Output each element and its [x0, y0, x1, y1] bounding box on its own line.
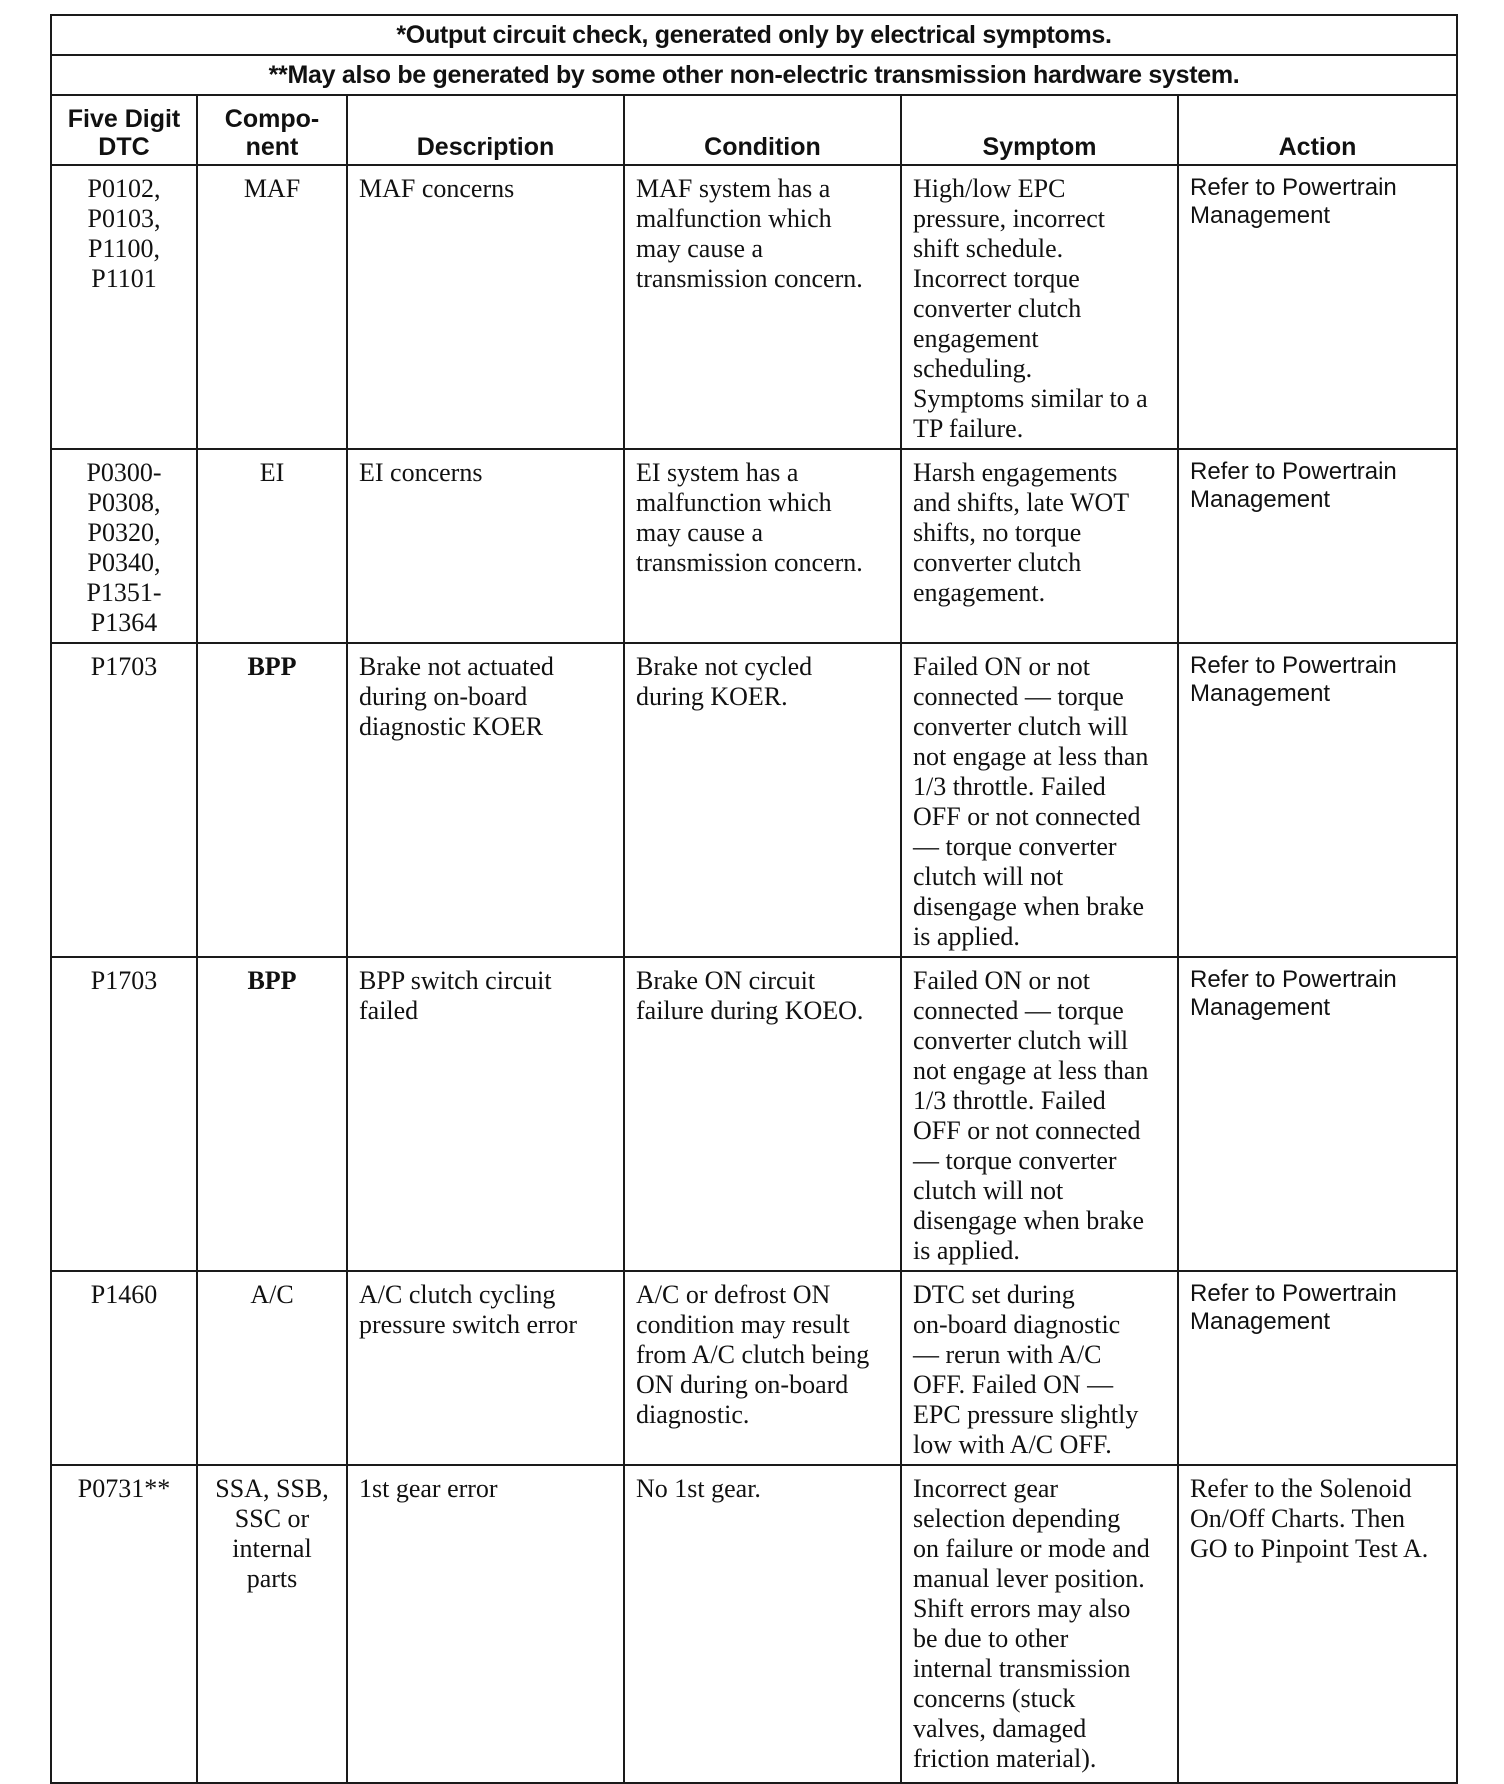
description-cell: A/C clutch cycling pressure switch error: [347, 1271, 624, 1465]
header-description: Description: [347, 95, 624, 165]
action-cell: Refer to Powertrain Management: [1178, 1271, 1457, 1465]
other-system-note: **May also be generated by some other non-electric transmission hardware system.: [51, 55, 1457, 95]
symptom-cell: DTC set during on-board diagnostic — rerun with A/C OFF. Failed ON — EPC pressure slightly low with A/C OFF.: [901, 1271, 1178, 1465]
dtc-cell: P0731**: [51, 1465, 197, 1783]
description-cell: MAF concerns: [347, 165, 624, 449]
table-row: [51, 643, 1457, 957]
component-cell: BPP: [197, 643, 347, 957]
symptom-cell: Failed ON or not connected — torque converter clutch will not engage at less than 1/3 throttle. Failed OFF or not connected — torque converter clutch will not disengage when brake is applied.: [901, 643, 1178, 957]
action-cell: Refer to the Solenoid On/Off Charts. Then GO to Pinpoint Test A.: [1178, 1465, 1457, 1783]
description-cell: BPP switch circuit failed: [347, 957, 624, 1271]
component-cell: MAF: [197, 165, 347, 449]
condition-cell: EI system has a malfunction which may cause a transmission concern.: [624, 449, 901, 643]
dtc-cell: P0300- P0308, P0320, P0340, P1351- P1364: [51, 449, 197, 643]
component-cell: A/C: [197, 1271, 347, 1465]
symptom-cell: Harsh engagements and shifts, late WOT shifts, no torque converter clutch engagement.: [901, 449, 1178, 643]
condition-cell: No 1st gear.: [624, 1465, 901, 1783]
dtc-cell: P1703: [51, 643, 197, 957]
action-cell: Refer to Powertrain Management: [1178, 643, 1457, 957]
dtc-table: [50, 14, 1458, 1784]
header-symptom: Symptom: [901, 95, 1178, 165]
dtc-cell: P1460: [51, 1271, 197, 1465]
condition-cell: Brake not cycled during KOER.: [624, 643, 901, 957]
header-action: Action: [1178, 95, 1457, 165]
banner-row: [51, 55, 1457, 95]
component-cell: EI: [197, 449, 347, 643]
condition-cell: A/C or defrost ON condition may result from A/C clutch being ON during on-board diagnostic.: [624, 1271, 901, 1465]
output-circuit-note: *Output circuit check, generated only by electrical symptoms.: [51, 15, 1457, 55]
symptom-cell: High/low EPC pressure, incorrect shift schedule. Incorrect torque converter clutch engagement scheduling. Symptoms similar to a TP failure.: [901, 165, 1178, 449]
table-row: [51, 449, 1457, 643]
description-cell: EI concerns: [347, 449, 624, 643]
action-cell: Refer to Powertrain Management: [1178, 165, 1457, 449]
table-row: [51, 957, 1457, 1271]
condition-cell: MAF system has a malfunction which may cause a transmission concern.: [624, 165, 901, 449]
dtc-cell: P0102, P0103, P1100, P1101: [51, 165, 197, 449]
header-condition: Condition: [624, 95, 901, 165]
symptom-cell: Incorrect gear selection depending on failure or mode and manual lever position. Shift errors may also be due to other internal transmission concerns (stuck valves, damaged friction material).: [901, 1465, 1178, 1783]
dtc-cell: P1703: [51, 957, 197, 1271]
description-cell: Brake not actuated during on-board diagnostic KOER: [347, 643, 624, 957]
header-dtc: Five Digit DTC: [51, 95, 197, 165]
component-cell: BPP: [197, 957, 347, 1271]
table-row: [51, 165, 1457, 449]
component-cell: SSA, SSB, SSC or internal parts: [197, 1465, 347, 1783]
banner-row: [51, 15, 1457, 55]
table-row: [51, 1271, 1457, 1465]
action-cell: Refer to Powertrain Management: [1178, 449, 1457, 643]
header-component: Compo- nent: [197, 95, 347, 165]
header-row: [51, 95, 1457, 165]
action-cell: Refer to Powertrain Management: [1178, 957, 1457, 1271]
description-cell: 1st gear error: [347, 1465, 624, 1783]
condition-cell: Brake ON circuit failure during KOEO.: [624, 957, 901, 1271]
symptom-cell: Failed ON or not connected — torque converter clutch will not engage at less than 1/3 throttle. Failed OFF or not connected — torque converter clutch will not disengage when brake is applied.: [901, 957, 1178, 1271]
table-row: [51, 1465, 1457, 1783]
